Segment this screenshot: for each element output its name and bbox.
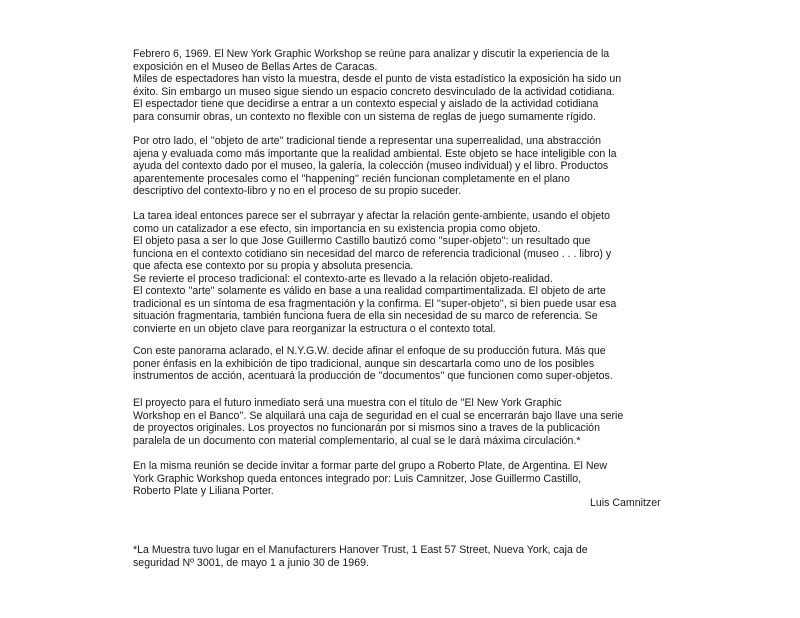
paragraph-line: situación fragmentaria, también funciona fuera de ella sin necesidad de su marco de referencia. Se: [133, 310, 598, 322]
paragraph: [133, 48, 667, 123]
paragraph-line: Roberto Plate y Liliana Porter.: [133, 485, 274, 497]
paragraph-line: exposición en el Museo de Bellas Artes de Caracas.: [133, 60, 378, 73]
paragraph-line: Se revierte el proceso tradicional: el contexto-arte es llevado a la relación objeto-realidad.: [133, 272, 553, 285]
paragraph-line: tradicional es un síntoma de esa fragmentación y la confirma. El ''super-objeto'', si bien puede usar esa: [133, 297, 617, 310]
paragraph: [133, 135, 667, 198]
paragraph-line: ayuda del contexto dado por el museo, la galería, la colección (museo individual) y el libro. Productos: [133, 160, 609, 172]
paragraph-line: convierte en un objeto clave para reorganizar la estructura o el contexto total.: [133, 322, 496, 335]
paragraph-line: Por otro lado, el ''objeto de arte'' tradicional tiende a representar una superrealidad, una abstracción: [133, 135, 602, 147]
paragraph-line: aparentemente procesales como el ''happening'' recién funcionan completamente en el plano: [133, 172, 570, 185]
paragraph-line: paralela de un documento con material complementario, al cual se le dará máxima circulación.*: [133, 434, 581, 447]
paragraph-line: de proyectos originales. Los proyectos no funcionarán por si mismos sino a traves de la publicación: [133, 422, 600, 434]
paragraph-line: El contexto ''arte'' solamente es válido en base a una realidad compartimentalizada. El objeto de arte: [133, 285, 606, 297]
paragraph: [133, 460, 667, 498]
paragraph-line: ajena y evaluada como más importante que la realidad ambiental. Este objeto se hace inteligible con la: [133, 147, 617, 160]
paragraph-line: Miles de espectadores han visto la muestra, desde el punto de vista estadístico la exposición ha sido un: [133, 73, 622, 85]
paragraph-line: El espectador tiene que decidirse a entrar a un contexto especial y aislado de la actividad cotidiana: [133, 98, 599, 110]
paragraph: [133, 397, 667, 447]
footnote-line: seguridad Nº 3001, de mayo 1 a junio 30 de 1969.: [133, 556, 369, 569]
signature: Luis Camnitzer: [590, 497, 661, 509]
footnote: [133, 544, 673, 569]
paragraph: [133, 345, 667, 383]
paragraph: [133, 285, 667, 335]
paragraph-line: éxito. Sin embargo un museo sigue siendo un espacio concreto desvinculado de la actividad cotidiana.: [133, 85, 615, 98]
paragraph-line: En la misma reunión se decide invitar a formar parte del grupo a Roberto Plate, de Argentina. El New: [133, 460, 608, 472]
paragraph-line: descriptivo del contexto-libro y no en el proceso de su propio suceder.: [133, 185, 462, 197]
paragraph-line: Con este panorama aclarado, el N.Y.G.W. decide afinar el enfoque de su producción futura. Más que: [133, 345, 606, 357]
paragraph-line: El proyecto para el futuro inmediato será una muestra con el título de ''El New York Graphic: [133, 397, 562, 409]
paragraph-line: funciona en el contexto cotidiano sin necesidad del marco de referencia tradicional (museo . . . libro) y: [133, 247, 612, 260]
paragraph-line: instrumentos de acción, acentuará la producción de ''documentos'' que funcionen como super-objetos.: [133, 370, 613, 382]
paragraph-line: El objeto pasa a ser lo que Jose Guillermo Castillo bautizó como ''super-objeto'': un resultado que: [133, 235, 591, 247]
paragraph-line: que afecta ese contexto por su propia y absoluta presencia.: [133, 260, 414, 272]
paragraph-line: para consumir obras, un contexto no flexible con un sistema de reglas de juego sumamente rígido.: [133, 110, 596, 123]
paragraph: [133, 210, 667, 285]
paragraph-line: Febrero 6, 1969. El New York Graphic Workshop se reúne para analizar y discutir la experiencia de la: [133, 48, 610, 60]
paragraph-line: La tarea ideal entonces parece ser el subrrayar y afectar la relación gente-ambiente, usando el objeto: [133, 210, 611, 222]
paragraph-line: York Graphic Workshop queda entonces integrado por: Luis Camnitzer, Jose Guillermo Castillo,: [133, 472, 582, 485]
paragraph-line: poner énfasis en la exhibición de tipo tradicional, aunque sin descartarla como uno de los posibles: [133, 357, 595, 370]
footnote-line: *La Muestra tuvo lugar en el Manufacturers Hanover Trust, 1 East 57 Street, Nueva York, caja de: [133, 544, 588, 556]
paragraph-line: Workshop en el Banco''. Se alquilará una caja de seguridad en el cual se encerrarán bajo llave una serie: [133, 409, 624, 422]
paragraph-line: como un catalizador a ese efecto, sin importancia en su existencia propia como objeto.: [133, 222, 541, 235]
